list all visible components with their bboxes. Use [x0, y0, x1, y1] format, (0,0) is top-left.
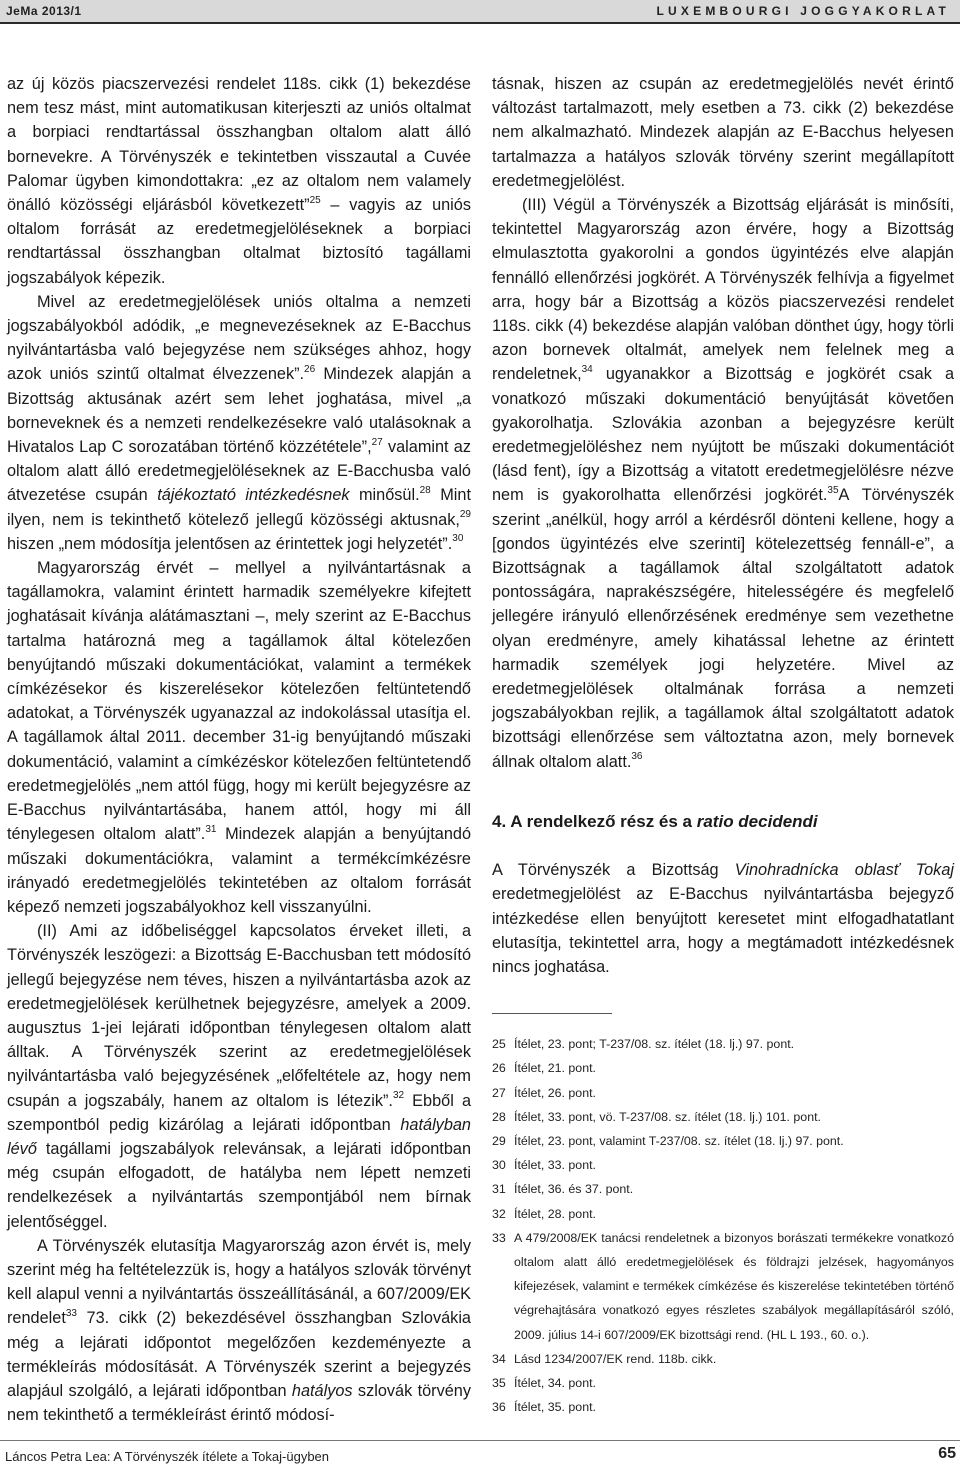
footer-divider — [0, 1440, 960, 1441]
section-heading: 4. A rendelkező rész és a ratio decidendi — [492, 811, 818, 831]
footnote-list — [492, 1032, 954, 1419]
footnote-number: 29 — [492, 1133, 506, 1148]
footer-author-title: Láncos Petra Lea: A Törvényszék ítélete a Tokaj-ügyben — [5, 1449, 330, 1464]
footnote — [492, 1226, 954, 1347]
paragraph: Magyarország érvét – mellyel a nyilvántartásnak a tagállamokra, valamint érintett harmadik személyekre kifejtett joghatásait kívánja alátámasztani –, mely szerint az E-Bacchus tartalma határozná meg a tagállamok által kötelezően benyújtandó műszaki dokumentációkat, valamint a termékek címkézésekor és kiszerelésekor kötelezően feltüntetendő adatokat, a Törvényszék ugyanazzal az indokolással utasítja el. A tagállamok által 2011. december 31-ig benyújtandó műszaki dokumentáció, valamint a címkézéskor kötelezően feltüntetendő eredetmegjelölés „nem attól függ, hogy mi került bejegyzésre az E-Bacchus nyilvántartásába, hanem attól, hogy mi áll ténylegesen oltalom alatt”.$^{31}$ Mindezek alapján a benyújtandó műszaki dokumentációkra, valamint a termékcímkézésre irányadó eredetmegjelölés tekintetében az oltalom forrását képező nemzeti jogszabályokhoz kell visszanyúlni. — [7, 559, 471, 916]
footnote-ref[interactable]: 29 — [459, 509, 471, 521]
footnote-number: 28 — [492, 1109, 506, 1124]
page-number: 65 — [938, 1445, 956, 1462]
footnote-text: Ítélet, 28. pont. — [514, 1206, 596, 1221]
footnote-number: 26 — [492, 1061, 506, 1076]
footnote — [492, 1129, 954, 1153]
section-title: LUXEMBOURGI JOGGYAKORLAT — [656, 4, 950, 18]
footnote-ref[interactable]: 33 — [65, 1307, 77, 1319]
footnote — [492, 1081, 954, 1105]
footnote-text: Ítélet, 33. pont. — [514, 1158, 596, 1173]
footnote-number: 32 — [492, 1206, 506, 1221]
paragraph: (III) Végül a Törvényszék a Bizottság eljárását is minősíti, tekintettel Magyarország azon érvére, hogy a Bizottság elmulasztotta gyakorolni a gondos ügyintézés elve alapján fennálló ellenőrzési jogkörét. A Törvényszék felhívja a figyelmet arra, hogy bár a Bizottság a közös piacszervezési rendelet 118s. cikk (4) bekezdése alapján valóban dönthet úgy, hogy törli azon bornevek oltalmát, amelyek nem felelnek meg a rendeletnek,$^{34}$ ugyanakkor a Bizottság e jogkörét csak a vonatkozó műszaki dokumentáció benyújtását követően gyakorolhatja. Szlovákia azonban a bejegyzésre került eredetmegjelöléshez nem nyújtott be műszaki dokumentációt (lásd fent), így a Bizottság a vitatott eredetmegjelölésre nézve nem is gyakorolhatta ellenőrzési jogkörét.$^{35}$A Törvényszék szerint „anélkül, hogy arról a kérdésről dönteni kellene, hogy a [gondos ügyintézés elve szerinti] kötelezettség fennáll-e”, a Bizottságnak a tagállamok által szolgáltatott adatok pontosságára, naprakészségére, hitelességére és megfelelő jellegére irányuló ellenőrzésének eredménye sem vezethetne olyan eredményre, amely kihatással lehetne az érintett harmadik személyek jogi helyzetére. Mivel az eredetmegjelölések oltalmának forrása a nemzeti jogszabályokban rejlik, a tagállamok által szolgáltatott adatok bizottsági ellenőrzése sem változtatna azon, mely bornevek állnak oltalom alatt.$^{36}$ — [492, 196, 954, 771]
paragraph: A Törvényszék elutasítja Magyarország azon érvét is, mely szerint még ha feltételezzük is, hogy a hatályos szlovák törvényt kell alapul venni a nyilvántartás összeállításánál, a 607/2009/EK rendelet$^{33}$ 73. cikk (2) bekezdésével összhangban Szlovákia még a lejárati időpontot megelőzően kezdeményezte a termékleírás módosítását. A Törvényszék szerint a bejegyzés alapjául szolgáló, a lejárati időpontban hatályos szlovák törvény nem tekinthető a termékleírást érintő módosí- — [7, 1236, 471, 1425]
footnote-text: Ítélet, 33. pont, vö. T-237/08. sz. ítélet (18. lj.) 101. pont. — [514, 1109, 821, 1124]
footnote-number: 27 — [492, 1085, 506, 1100]
footnote-ref[interactable]: 34 — [581, 364, 593, 376]
footnote — [492, 1202, 954, 1226]
footnote-text: Ítélet, 34. pont. — [514, 1375, 596, 1390]
footnote-number: 25 — [492, 1037, 506, 1052]
footnote-ref[interactable]: 26 — [304, 364, 316, 376]
footnote — [492, 1032, 954, 1056]
footnote-ref[interactable]: 31 — [205, 823, 217, 835]
footnote — [492, 1105, 954, 1129]
footnote — [492, 1371, 954, 1395]
footnote-text: Ítélet, 26. pont. — [514, 1085, 596, 1100]
footnote-text: Ítélet, 23. pont, valamint T-237/08. sz. ítélet (18. lj.) 97. pont. — [514, 1133, 844, 1148]
footnote-ref[interactable]: 30 — [452, 533, 464, 545]
footnote-ref[interactable]: 27 — [371, 436, 383, 448]
paragraph: tásnak, hiszen az csupán az eredetmegjelölés nevét érintő változást tartalmazott, mely esetben a 73. cikk (2) bekezdése nem alkalmazható. Mindezek alapján az E-Bacchus helyesen tartalmazza a hatályos szlovák törvény szerint megállapított eredetmegjelölést. — [492, 75, 954, 190]
footnote — [492, 1056, 954, 1080]
paragraph: Mivel az eredetmegjelölések uniós oltalma a nemzeti jogszabályokból adódik, „e megnevezéseknek az E-Bacchus nyilvántartásba való bejegyzése nem szükséges ahhoz, hogy azok uniós szintű oltalmat élvezzenek”.$^{26}$ Mindezek alapján a Bizottság aktusának azért sem lehet joghatása, mivel „a borneveknek és a nemzeti rendelkezésekre való utalásoknak a Hivatalos Lap C sorozatában történő közzététele”,$^{27}$ valamint az oltalom alatt álló eredetmegjelöléseknek az E-Bacchusba való átvezetése csupán tájékoztató intézkedésnek minősül.$^{28}$ Mint ilyen, nem is tekinthető kötelező jellegű közösségi aktusnak,$^{29}$ hiszen „nem módosítja jelentősen az érintettek jogi helyzetét”.$^{30}$ — [7, 292, 471, 553]
italic-term: tájékoztató intézkedésnek — [157, 486, 350, 505]
italic-term: Vinohradnícka oblasť Tokaj — [734, 861, 954, 880]
paragraph: A Törvényszék a Bizottság Vinohradnícka oblasť Tokaj eredetmegjelölést az E-Bacchus nyilvántartásba bejegyző intézkedése ellen benyújtott keresetet mint elfogadhatatlant elutasítja, tekintettel arra, hogy a megtámadott intézkedésnek nincs joghatása. — [492, 861, 954, 976]
footnote — [492, 1347, 954, 1371]
footnote-number: 34 — [492, 1351, 506, 1366]
footnote-number: 35 — [492, 1375, 506, 1390]
footnote-ref[interactable]: 36 — [631, 751, 643, 763]
footnote-ref[interactable]: 32 — [392, 1090, 405, 1102]
left-column — [7, 72, 471, 1427]
footnote-ref[interactable]: 25 — [309, 194, 321, 206]
italic-term: ratio decidendi — [696, 811, 818, 831]
footnote-text: A 479/2008/EK tanácsi rendeletnek a bizonyos borászati termékekre vonatkozó oltalom alatt álló eredetmegjelölések és földrajzi jelzések, hagyományos kifejezések, valamint e termékek címkézése és kiszerelése tekintetében történő végrehajtására vonatkozó egyes részletes szabályok megállapításáról szóló, 2009. július 14-i 607/2009/EK bizottsági rend. (HL L 193., 60. o.). — [514, 1230, 954, 1342]
footnote-ref[interactable]: 28 — [419, 485, 431, 497]
footnote-text: Ítélet, 35. pont. — [514, 1400, 596, 1415]
italic-term: hatályos — [291, 1381, 353, 1400]
footnote-number: 36 — [492, 1400, 506, 1415]
italic-term: hatályban lévő — [7, 1115, 471, 1158]
footnote — [492, 1395, 954, 1419]
paragraph: az új közös piacszervezési rendelet 118s. cikk (1) bekezdése nem tesz mást, mint automatikusan kiterjeszti az uniós oltalmat a borpiaci rendtartással összhangban oltalom alatt álló bornevekre. A Törvényszék e tekintetben visszautal a Cuvée Palomar ügyben kimondottakra: „ez az oltalom nem valamely önálló közösségi eljárásból következett”$^{25}$ – vagyis az uniós oltalom forrását az eredetmegjelöléseknek a borpiaci rendtartással összhangban oltalmat biztosító tagállami jogszabályok képezik. — [7, 75, 471, 287]
footnote-text: Ítélet, 36. és 37. pont. — [514, 1182, 634, 1197]
page-header — [0, 0, 960, 24]
footnote-text: Ítélet, 21. pont. — [514, 1061, 596, 1076]
footnote — [492, 1177, 954, 1201]
right-column — [492, 72, 954, 1419]
footnote-number: 30 — [492, 1158, 506, 1173]
footnote-number: 33 — [492, 1230, 506, 1245]
footnote-number: 31 — [492, 1182, 506, 1197]
footnote-divider — [492, 1013, 612, 1014]
footnote — [492, 1153, 954, 1177]
footnote-text: Ítélet, 23. pont; T-237/08. sz. ítélet (18. lj.) 97. pont. — [514, 1037, 795, 1052]
footnote-text: Lásd 1234/2007/EK rend. 118b. cikk. — [514, 1351, 717, 1366]
journal-issue: JeMa 2013/1 — [6, 4, 82, 18]
footnote-ref[interactable]: 35 — [827, 485, 839, 497]
paragraph: (II) Ami az időbeliséggel kapcsolatos érveket illeti, a Törvényszék leszögezi: a Bizottság E-Bacchusban tett módosító jellegű bejegyzése nem téves, hiszen a nyilvántartásba azok az eredetmegjelölések kerülhetnek bejegyzésre, amelyek a 2009. augusztus 1-jei lejárati időpontban ténylegesen oltalom alatt álltak. A Törvényszék szerint az eredetmegjelölések nyilvántartásba való bejegyzésének „előfeltétele az, hogy nem csupán a jogszabály, hanem az oltalom is létezik”.$^{32}$ Ebből a szempontból pedig kizárólag a lejárati időpontban hatályban lévő tagállami jogszabályok relevánsak, a lejárati időpontban még csupán elfogadott, de hatályba nem lépett nemzeti rendelkezések a nyilvántartás szempontjából nem bírnak jelentőséggel. — [7, 922, 471, 1231]
